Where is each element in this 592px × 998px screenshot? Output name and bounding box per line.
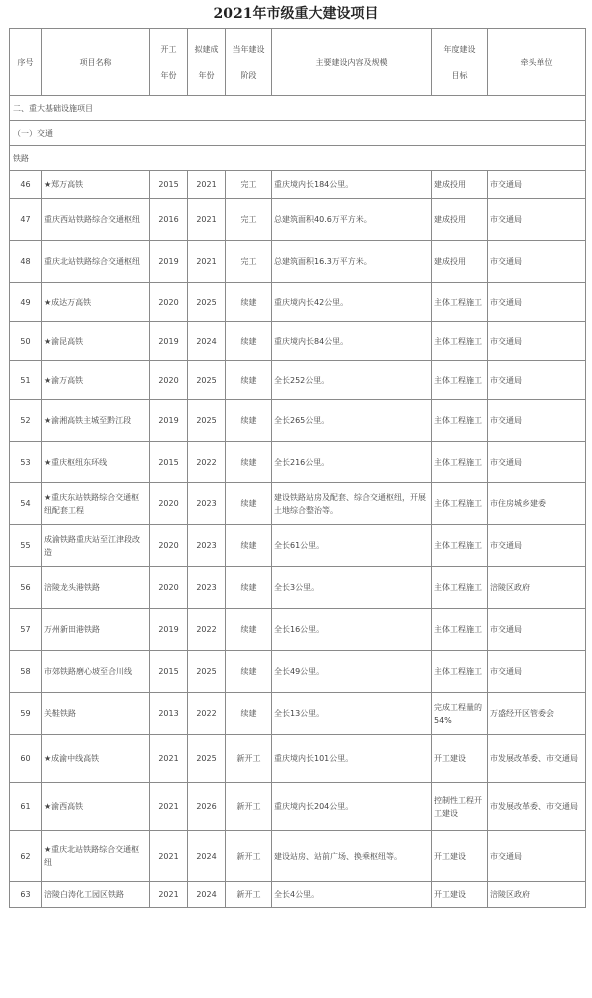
cell-content: 全长252公里。 <box>272 361 432 400</box>
cell-unit: 涪陵区政府 <box>488 882 586 908</box>
cell-name: ★渝西高铁 <box>42 783 150 831</box>
table-row <box>10 171 586 199</box>
table-row <box>10 882 586 908</box>
cell-goal: 开工建设 <box>432 831 488 882</box>
header-start-year: 开工 年份 <box>150 29 188 96</box>
cell-seq: 61 <box>10 783 42 831</box>
cell-end-year: 2022 <box>188 609 226 651</box>
table-header-row <box>10 29 586 96</box>
cell-start-year: 2016 <box>150 199 188 241</box>
cell-name: 重庆北站铁路综合交通枢纽 <box>42 241 150 283</box>
cell-stage: 续建 <box>226 400 272 442</box>
cell-name: ★成渝中线高铁 <box>42 735 150 783</box>
cell-start-year: 2013 <box>150 693 188 735</box>
cell-seq: 47 <box>10 199 42 241</box>
table-row <box>10 567 586 609</box>
cell-start-year: 2015 <box>150 171 188 199</box>
cell-end-year: 2025 <box>188 361 226 400</box>
cell-end-year: 2025 <box>188 400 226 442</box>
cell-unit: 市交通局 <box>488 400 586 442</box>
cell-unit: 市交通局 <box>488 322 586 361</box>
table-row <box>10 241 586 283</box>
cell-goal: 主体工程施工 <box>432 525 488 567</box>
cell-seq: 55 <box>10 525 42 567</box>
header-name: 项目名称 <box>42 29 150 96</box>
section-group: 铁路 <box>10 146 586 171</box>
table-row <box>10 831 586 882</box>
cell-start-year: 2021 <box>150 882 188 908</box>
cell-content: 重庆境内长84公里。 <box>272 322 432 361</box>
cell-unit: 市交通局 <box>488 283 586 322</box>
cell-end-year: 2022 <box>188 442 226 483</box>
cell-end-year: 2025 <box>188 651 226 693</box>
cell-seq: 59 <box>10 693 42 735</box>
cell-seq: 50 <box>10 322 42 361</box>
cell-content: 重庆境内长101公里。 <box>272 735 432 783</box>
cell-start-year: 2015 <box>150 442 188 483</box>
table-row <box>10 783 586 831</box>
table-row <box>10 525 586 567</box>
cell-goal: 开工建设 <box>432 735 488 783</box>
cell-content: 全长16公里。 <box>272 609 432 651</box>
cell-seq: 49 <box>10 283 42 322</box>
cell-name: ★渝万高铁 <box>42 361 150 400</box>
cell-content: 总建筑面积40.6万平方米。 <box>272 199 432 241</box>
cell-goal: 主体工程施工 <box>432 651 488 693</box>
cell-content: 全长265公里。 <box>272 400 432 442</box>
cell-content: 重庆境内长204公里。 <box>272 783 432 831</box>
cell-stage: 续建 <box>226 442 272 483</box>
cell-stage: 完工 <box>226 199 272 241</box>
cell-seq: 60 <box>10 735 42 783</box>
cell-name: 万州新田港铁路 <box>42 609 150 651</box>
cell-name: 关鞋铁路 <box>42 693 150 735</box>
cell-content: 建设铁路站房及配套、综合交通枢纽，开展土地综合整治等。 <box>272 483 432 525</box>
cell-start-year: 2021 <box>150 831 188 882</box>
cell-goal: 控制性工程开工建设 <box>432 783 488 831</box>
cell-stage: 新开工 <box>226 882 272 908</box>
cell-name: 重庆西站铁路综合交通枢纽 <box>42 199 150 241</box>
cell-content: 重庆境内长42公里。 <box>272 283 432 322</box>
table-row <box>10 735 586 783</box>
cell-name: ★渝湘高铁主城至黔江段 <box>42 400 150 442</box>
cell-end-year: 2026 <box>188 783 226 831</box>
cell-name: ★渝昆高铁 <box>42 322 150 361</box>
cell-goal: 建成投用 <box>432 171 488 199</box>
cell-goal: 主体工程施工 <box>432 442 488 483</box>
cell-unit: 市交通局 <box>488 525 586 567</box>
cell-seq: 57 <box>10 609 42 651</box>
table-row <box>10 283 586 322</box>
cell-end-year: 2022 <box>188 693 226 735</box>
cell-seq: 56 <box>10 567 42 609</box>
cell-end-year: 2025 <box>188 735 226 783</box>
cell-stage: 续建 <box>226 567 272 609</box>
projects-table <box>9 28 586 908</box>
cell-content: 建设站房、站前广场、换乘枢纽等。 <box>272 831 432 882</box>
header-stage: 当年建设 阶段 <box>226 29 272 96</box>
cell-end-year: 2023 <box>188 567 226 609</box>
cell-unit: 市发展改革委、市交通局 <box>488 783 586 831</box>
cell-unit: 市交通局 <box>488 442 586 483</box>
cell-unit: 市住房城乡建委 <box>488 483 586 525</box>
cell-end-year: 2024 <box>188 322 226 361</box>
cell-stage: 续建 <box>226 322 272 361</box>
section-category-row <box>10 96 586 121</box>
header-content: 主要建设内容及规模 <box>272 29 432 96</box>
cell-stage: 完工 <box>226 241 272 283</box>
cell-unit: 市交通局 <box>488 609 586 651</box>
header-goal: 年度建设 目标 <box>432 29 488 96</box>
section-category: 二、重大基础设施项目 <box>10 96 586 121</box>
cell-start-year: 2019 <box>150 322 188 361</box>
cell-end-year: 2021 <box>188 241 226 283</box>
cell-stage: 续建 <box>226 361 272 400</box>
table-row <box>10 693 586 735</box>
cell-goal: 建成投用 <box>432 199 488 241</box>
document-title: 2021年市级重大建设项目 <box>213 6 379 22</box>
cell-name: ★重庆东站铁路综合交通枢纽配套工程 <box>42 483 150 525</box>
cell-content: 全长61公里。 <box>272 525 432 567</box>
header-seq: 序号 <box>10 29 42 96</box>
cell-unit: 市交通局 <box>488 361 586 400</box>
cell-goal: 主体工程施工 <box>432 609 488 651</box>
cell-goal: 主体工程施工 <box>432 361 488 400</box>
cell-start-year: 2019 <box>150 609 188 651</box>
cell-stage: 续建 <box>226 651 272 693</box>
cell-unit: 涪陵区政府 <box>488 567 586 609</box>
cell-stage: 新开工 <box>226 735 272 783</box>
section-group-row <box>10 146 586 171</box>
cell-start-year: 2021 <box>150 735 188 783</box>
cell-stage: 续建 <box>226 609 272 651</box>
cell-seq: 51 <box>10 361 42 400</box>
cell-content: 全长13公里。 <box>272 693 432 735</box>
cell-name: 成渝铁路重庆站至江津段改造 <box>42 525 150 567</box>
cell-stage: 续建 <box>226 483 272 525</box>
cell-end-year: 2023 <box>188 525 226 567</box>
cell-content: 全长49公里。 <box>272 651 432 693</box>
cell-seq: 52 <box>10 400 42 442</box>
cell-goal: 主体工程施工 <box>432 322 488 361</box>
table-row <box>10 442 586 483</box>
cell-end-year: 2025 <box>188 283 226 322</box>
cell-start-year: 2021 <box>150 783 188 831</box>
cell-goal: 主体工程施工 <box>432 483 488 525</box>
table-row <box>10 609 586 651</box>
table-row <box>10 483 586 525</box>
cell-content: 总建筑面积16.3万平方米。 <box>272 241 432 283</box>
header-unit: 牵头单位 <box>488 29 586 96</box>
table-row <box>10 199 586 241</box>
cell-goal: 开工建设 <box>432 882 488 908</box>
section-subcategory: （一）交通 <box>10 121 586 146</box>
cell-content: 全长216公里。 <box>272 442 432 483</box>
cell-seq: 63 <box>10 882 42 908</box>
section-subcategory-row <box>10 121 586 146</box>
cell-goal: 主体工程施工 <box>432 567 488 609</box>
table-row <box>10 400 586 442</box>
cell-name: ★重庆枢纽东环线 <box>42 442 150 483</box>
cell-content: 全长4公里。 <box>272 882 432 908</box>
cell-goal: 完成工程量的54% <box>432 693 488 735</box>
cell-name: 涪陵龙头港铁路 <box>42 567 150 609</box>
cell-unit: 市交通局 <box>488 831 586 882</box>
cell-stage: 续建 <box>226 693 272 735</box>
cell-start-year: 2020 <box>150 361 188 400</box>
cell-name: ★郑万高铁 <box>42 171 150 199</box>
cell-unit: 万盛经开区管委会 <box>488 693 586 735</box>
cell-seq: 54 <box>10 483 42 525</box>
cell-end-year: 2023 <box>188 483 226 525</box>
table-row <box>10 322 586 361</box>
cell-end-year: 2024 <box>188 831 226 882</box>
cell-stage: 完工 <box>226 171 272 199</box>
cell-unit: 市交通局 <box>488 171 586 199</box>
cell-seq: 58 <box>10 651 42 693</box>
cell-start-year: 2019 <box>150 400 188 442</box>
table-row <box>10 361 586 400</box>
cell-name: ★重庆北站铁路综合交通枢纽 <box>42 831 150 882</box>
cell-start-year: 2015 <box>150 651 188 693</box>
cell-goal: 建成投用 <box>432 241 488 283</box>
cell-stage: 续建 <box>226 525 272 567</box>
cell-goal: 主体工程施工 <box>432 283 488 322</box>
cell-start-year: 2020 <box>150 567 188 609</box>
cell-stage: 续建 <box>226 283 272 322</box>
cell-content: 重庆境内长184公里。 <box>272 171 432 199</box>
cell-unit: 市交通局 <box>488 651 586 693</box>
cell-name: 涪陵白涛化工园区铁路 <box>42 882 150 908</box>
cell-goal: 主体工程施工 <box>432 400 488 442</box>
cell-seq: 53 <box>10 442 42 483</box>
cell-end-year: 2021 <box>188 171 226 199</box>
cell-start-year: 2019 <box>150 241 188 283</box>
cell-content: 全长3公里。 <box>272 567 432 609</box>
cell-unit: 市交通局 <box>488 199 586 241</box>
cell-start-year: 2020 <box>150 483 188 525</box>
cell-seq: 62 <box>10 831 42 882</box>
cell-unit: 市交通局 <box>488 241 586 283</box>
cell-end-year: 2024 <box>188 882 226 908</box>
cell-seq: 48 <box>10 241 42 283</box>
cell-end-year: 2021 <box>188 199 226 241</box>
cell-name: ★成达万高铁 <box>42 283 150 322</box>
cell-name: 市郊铁路磨心坡至合川线 <box>42 651 150 693</box>
cell-start-year: 2020 <box>150 525 188 567</box>
cell-stage: 新开工 <box>226 831 272 882</box>
cell-seq: 46 <box>10 171 42 199</box>
table-row <box>10 651 586 693</box>
header-end-year: 拟建成 年份 <box>188 29 226 96</box>
cell-stage: 新开工 <box>226 783 272 831</box>
cell-unit: 市发展改革委、市交通局 <box>488 735 586 783</box>
cell-start-year: 2020 <box>150 283 188 322</box>
